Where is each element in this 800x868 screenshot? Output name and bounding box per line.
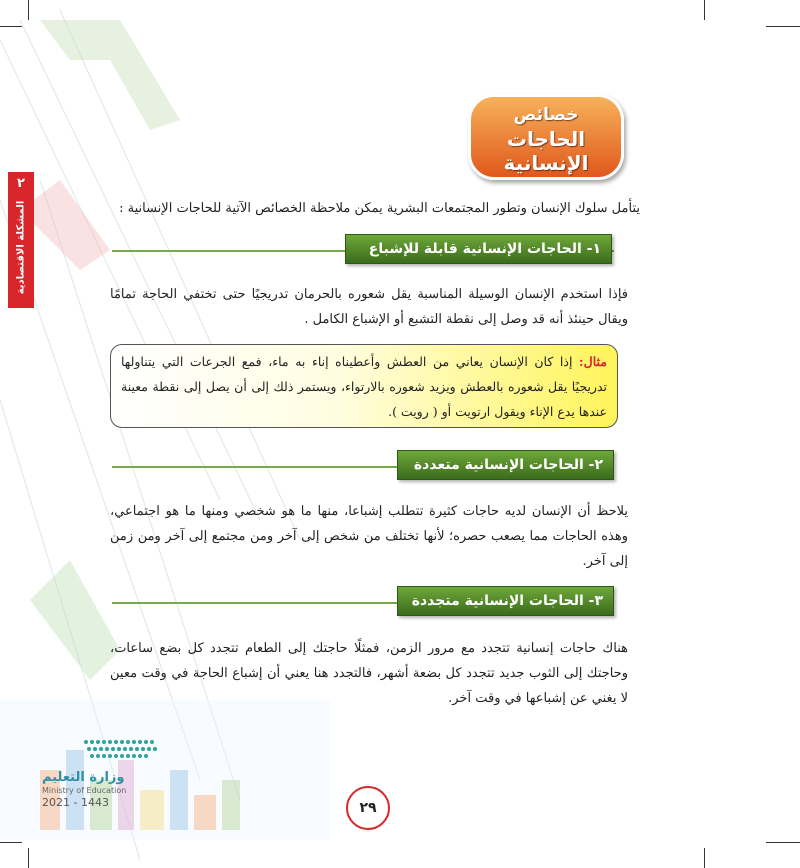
example-text: [121, 349, 607, 424]
crop-mark: [704, 0, 705, 20]
chapter-label: المشكلة الاقتصادية: [15, 200, 27, 295]
section-heading-1: ١- الحاجات الإنسانية قابلة للإشباع: [345, 234, 612, 264]
page-title: [468, 94, 624, 180]
crop-mark: [704, 848, 705, 868]
section-heading-2: ٢- الحاجات الإنسانية متعددة: [397, 450, 614, 480]
section-body-1: فإذا استخدم الإنسان الوسيلة المناسبة يقل شعوره بالحرمان تدريجيًا حتى تختفي الحاجة تمامًا ويقال حينئذ أنه قد وصل إلى نقطة التشبع أو الإشباع الكامل .: [110, 287, 628, 327]
ministry-name-arabic: وزارة التعليم: [42, 770, 125, 785]
ministry-name-english: Ministry of Education: [42, 786, 127, 795]
section-body-2: يلاحظ أن الإنسان لديه حاجات كثيرة تتطلب إشباعا، منها ما هو شخصي ومنها ما هو اجتماعي، وهذه الحاجات مما يصعب حصره؛ لأنها تختلف من شخص إلى آخر ومن مجتمع إلى آخر ومن زمن إلى آخر.: [110, 504, 628, 569]
chapter-side-tab: [8, 172, 34, 308]
title-line-1: خصائص: [513, 105, 579, 125]
intro-paragraph: يتأمل سلوك الإنسان وتطور المجتمعات البشرية يمكن ملاحظة الخصائص الآتية للحاجات الإنسانية :: [119, 201, 640, 216]
ministry-logo-icon: [80, 736, 162, 762]
page-number: ٢٩: [346, 786, 390, 830]
section-body-3: هناك حاجات إنسانية تتجدد مع مرور الزمن، فمثلًا حاجتك إلى الطعام تتجدد كل بضع ساعات، وحاجتك إلى الثوب جديد تتجدد كل بضعة أشهر، فالتجدد هنا يعني أن إشباع الحاجة في وقت معين لا يغني عن إشباعها في وقت آخر.: [110, 641, 628, 706]
title-line-2: الحاجات الإنسانية: [503, 127, 589, 175]
crop-mark: [766, 842, 800, 843]
example-body: إذا كان الإنسان يعاني من العطش وأعطيناه إناء به ماء، فمع الجرعات التي يتناولها تدريجيًا يقل شعوره بالعطش ويزيد شعوره بالارتواء، ويستمر ذلك إلى أن يصل إلى نقطة معينة عندها يدع الإناء ويقول ارتويت أو ( رويت ).: [121, 354, 607, 419]
background-art: [0, 0, 330, 868]
crop-mark: [766, 26, 800, 27]
example-label: مثال:: [579, 354, 607, 369]
chapter-number: ٢: [17, 176, 25, 191]
example-box: [110, 344, 618, 428]
section-heading-3: ٣- الحاجات الإنسانية متجددة: [397, 586, 614, 616]
ministry-year: 2021 - 1443: [42, 796, 109, 809]
